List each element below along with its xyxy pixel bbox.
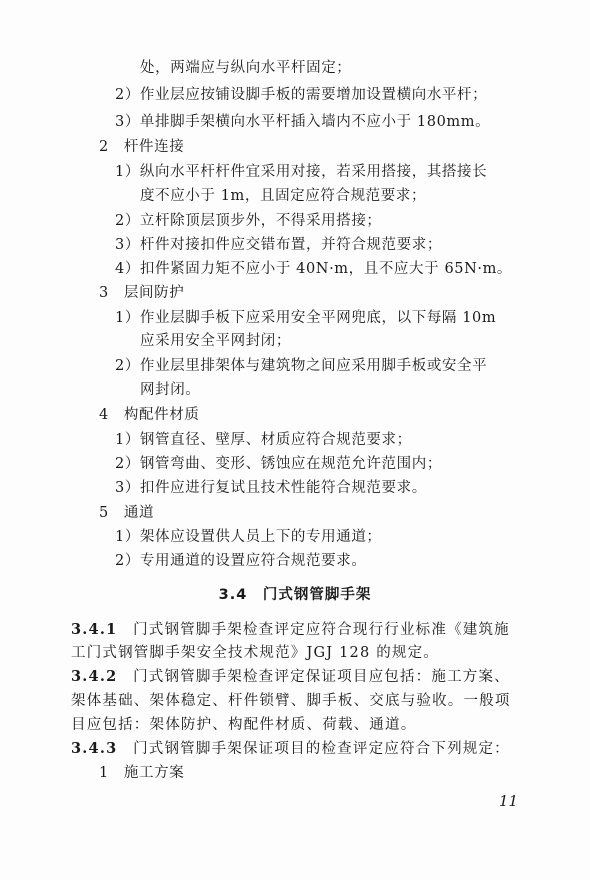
text-line: 网封闭。 bbox=[140, 382, 201, 398]
text-line: 2）作业层应按铺设脚手板的需要增加设置横向水平杆； bbox=[115, 87, 488, 103]
text-line: 1）钢管直径、壁厚、材质应符合规范要求； bbox=[115, 432, 412, 448]
page-number: 11 bbox=[498, 792, 518, 810]
clause-number: 3.4.1 bbox=[71, 621, 118, 638]
subheading: 2 杆件连接 bbox=[99, 139, 185, 155]
text-line: 1）作业层脚手板下应采用安全平网兜底，以下每隔 10m bbox=[115, 310, 497, 326]
text-line: 3）单排脚手架横向水平杆插入墙内不应小于 180mm。 bbox=[115, 114, 491, 130]
text-line: 处，两端应与纵向水平杆固定； bbox=[140, 60, 352, 76]
clause-text: 目应包括：架体防护、构配件材质、荷载、通道。 bbox=[71, 717, 417, 733]
clause-text: 门式钢管脚手架检查评定保证项目应包括：施工方案、 bbox=[133, 669, 510, 685]
text-line: 度不应小于 1m，且固定应符合规范要求； bbox=[140, 188, 427, 204]
subheading: 5 通道 bbox=[99, 505, 155, 521]
clause-line bbox=[71, 739, 510, 759]
text-line: 2）作业层里排架体与建筑物之间应采用脚手板或安全平 bbox=[115, 358, 488, 374]
text-line: 1）架体应设置供人员上下的专用通道； bbox=[115, 529, 382, 545]
text-line: 3）杆件对接扣件应交错布置，并符合规范要求； bbox=[115, 237, 442, 253]
clause-text: 门式钢管脚手架检查评定应符合现行行业标准《建筑施 bbox=[133, 622, 510, 638]
text-line: 2）立杆除顶层顶步外，不得采用搭接； bbox=[115, 213, 382, 229]
clause-line bbox=[71, 620, 510, 640]
text-line: 1）纵向水平杆杆件宜采用对接，若采用搭接，其搭接长 bbox=[115, 164, 488, 180]
clause-number: 3.4.2 bbox=[71, 668, 118, 685]
clause-text: 工门式钢管脚手架安全技术规范》JGJ 128 的规定。 bbox=[71, 645, 440, 661]
subheading: 3 层间防护 bbox=[99, 285, 185, 301]
text-line: 3）扣件应进行复试且技术性能符合规范要求。 bbox=[115, 480, 427, 496]
text-line: 2）专用通道的设置应符合规范要求。 bbox=[115, 553, 367, 569]
subheading: 4 构配件材质 bbox=[99, 407, 200, 423]
subheading: 1 施工方案 bbox=[99, 765, 185, 781]
clause-text: 架体基础、架体稳定、杆件锁臂、脚手板、交底与验收。一般项 bbox=[71, 693, 511, 709]
clause-line bbox=[71, 643, 439, 663]
clause-line bbox=[71, 691, 511, 711]
text-line: 4）扣件紧固力矩不应小于 40N·m，且不应大于 65N·m。 bbox=[115, 261, 513, 277]
clause-text: 门式钢管脚手架保证项目的检查评定应符合下列规定： bbox=[133, 741, 510, 757]
clause-line bbox=[71, 715, 416, 735]
text-line: 2）钢管弯曲、变形、锈蚀应在规范允许范围内； bbox=[115, 456, 442, 472]
clause-line bbox=[71, 667, 510, 687]
clause-number: 3.4.3 bbox=[71, 740, 118, 757]
text-line: 应采用安全平网封闭； bbox=[140, 333, 291, 349]
section-title: 3.4 门式钢管脚手架 bbox=[218, 587, 372, 603]
